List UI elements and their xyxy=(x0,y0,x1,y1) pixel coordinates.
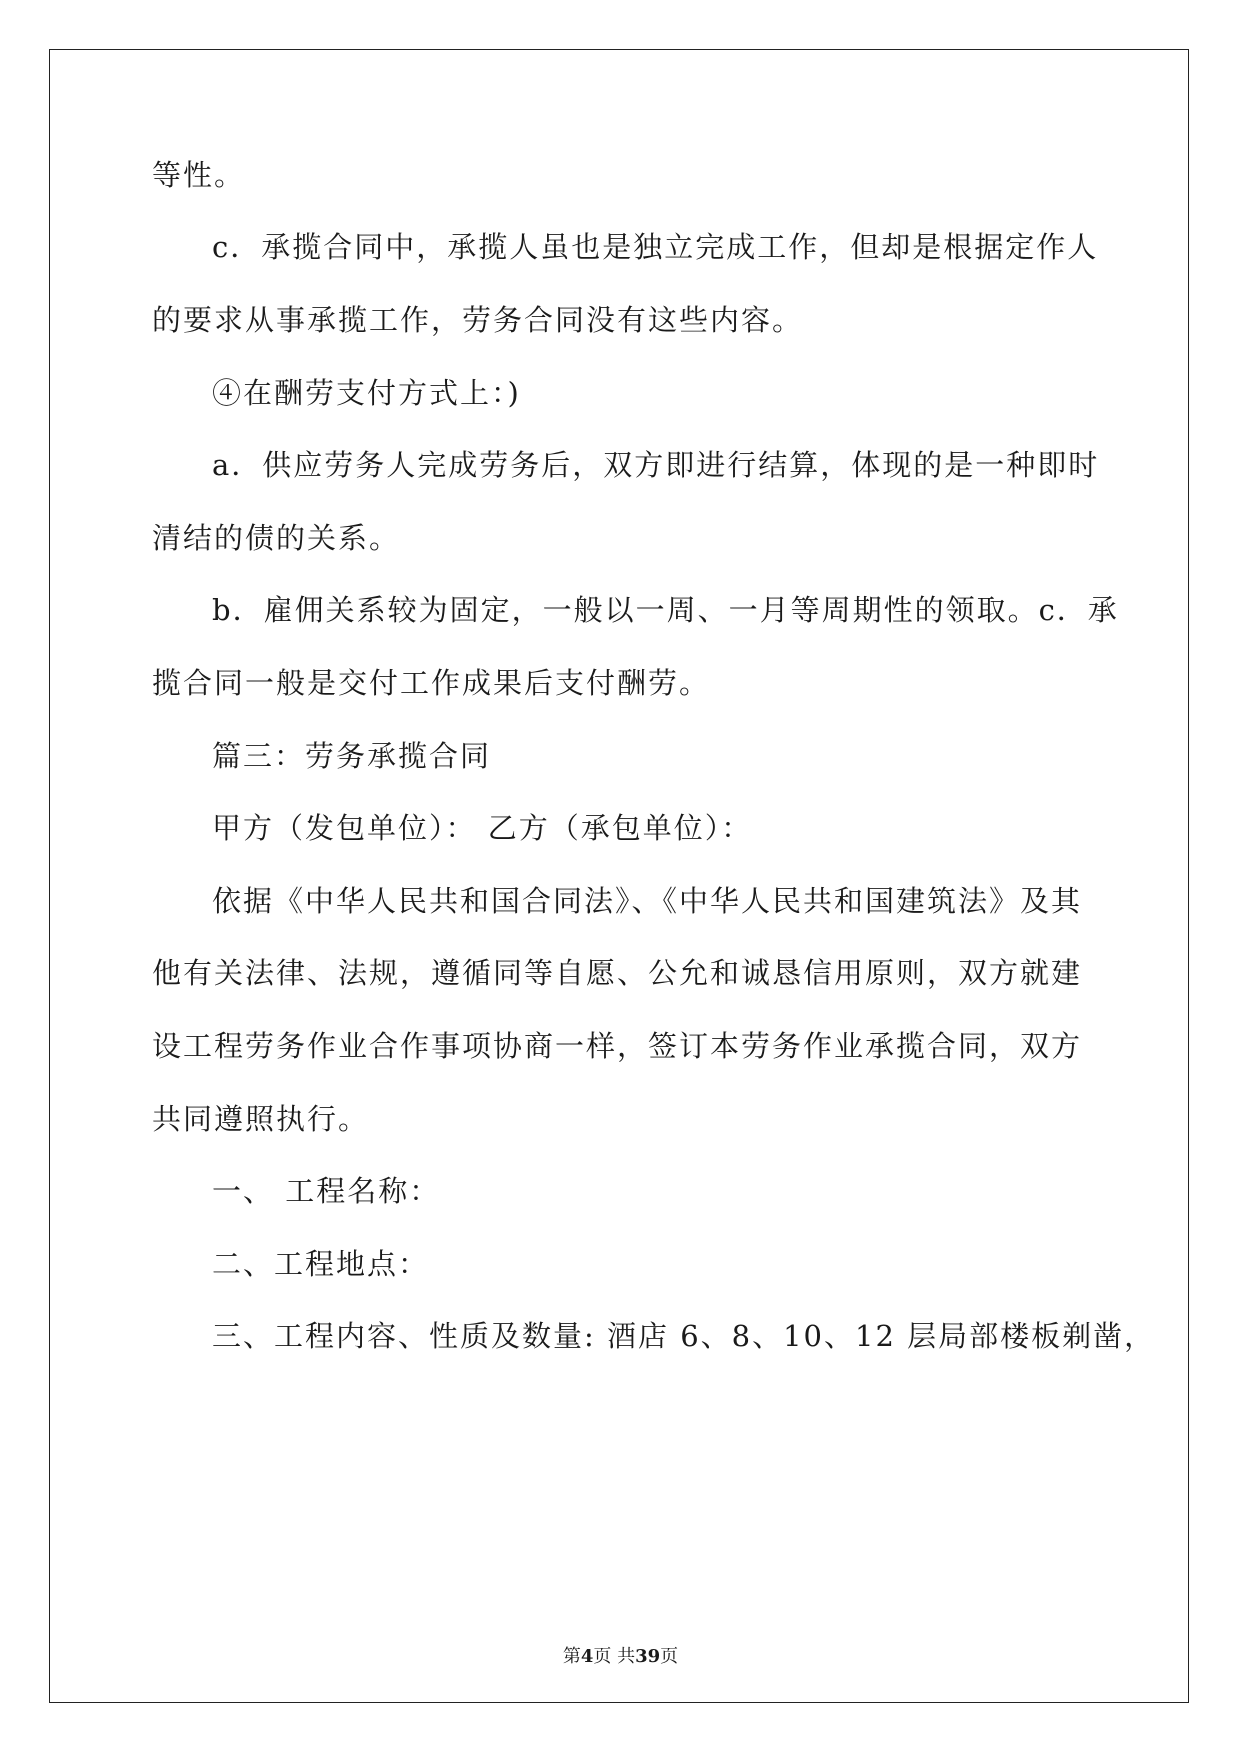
text-line: 的要求从事承揽工作，劳务合同没有这些内容。 xyxy=(152,303,804,337)
text-line: 清结的债的关系。 xyxy=(152,521,401,555)
text-line: a．供应劳务人完成劳务后，双方即进行结算，体现的是一种即时 xyxy=(212,448,1100,482)
text-line: 他有关法律、法规，遵循同等自愿、公允和诚恳信用原则，双方就建 xyxy=(152,956,1083,990)
text-line: c．承揽合同中，承揽人虽也是独立完成工作，但却是根据定作人 xyxy=(212,230,1099,264)
text-line: 二、工程地点： xyxy=(212,1247,430,1281)
text-line: 共同遵照执行。 xyxy=(152,1102,370,1136)
text-line: 三、工程内容、性质及数量: 酒店 6、8、10、12 层局部楼板剃凿， xyxy=(212,1319,1156,1353)
text-line: ④在酬劳支付方式上：) xyxy=(212,376,521,410)
section-heading: 篇三：劳务承揽合同 xyxy=(212,739,492,773)
text-line: 设工程劳务作业合作事项协商一样，签订本劳务作业承揽合同，双方 xyxy=(152,1029,1083,1063)
text-line: 甲方（发包单位）： 乙方（承包单位）： xyxy=(212,811,753,845)
text-line: 依据《中华人民共和国合同法》、《中华人民共和国建筑法》及其 xyxy=(212,884,1083,918)
text-line: b．雇佣关系较为固定，一般以一周、一月等周期性的领取。c．承 xyxy=(212,593,1119,627)
current-page-number: 4 xyxy=(580,1646,594,1667)
footer-prefix: 第 xyxy=(562,1646,581,1667)
page-footer xyxy=(0,1645,1241,1669)
page-border xyxy=(49,49,1189,1703)
text-line: 一、 工程名称： xyxy=(212,1174,441,1208)
footer-suffix: 页 xyxy=(660,1646,679,1667)
footer-middle: 页 共 xyxy=(593,1646,636,1667)
text-line: 揽合同一般是交付工作成果后支付酬劳。 xyxy=(152,666,711,700)
total-page-number: 39 xyxy=(635,1646,661,1667)
text-line: 等性。 xyxy=(152,158,246,192)
